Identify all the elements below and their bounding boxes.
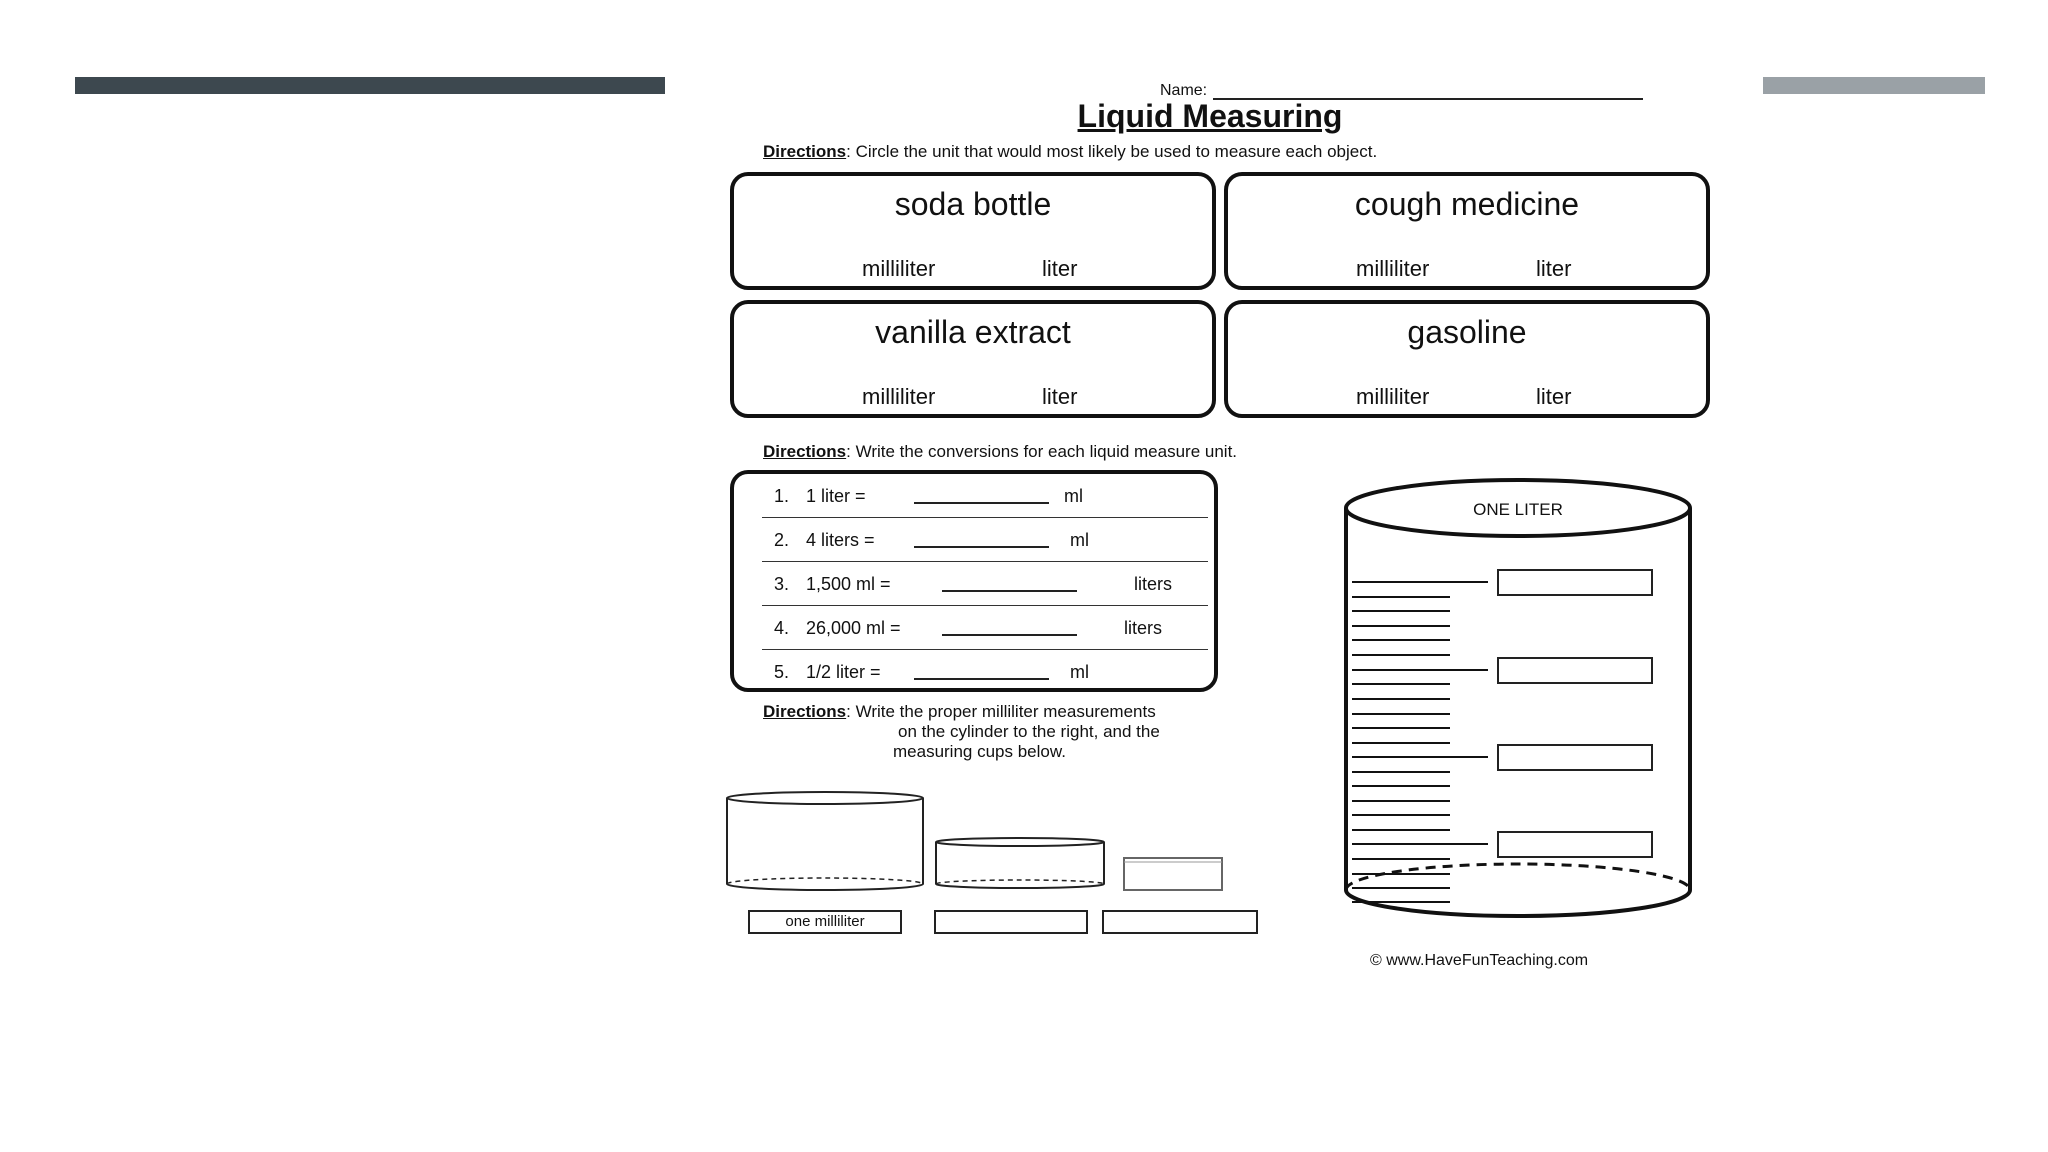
cup-medium — [936, 838, 1104, 888]
object-label: soda bottle — [894, 186, 1052, 222]
answer-blank[interactable] — [914, 484, 1049, 504]
row-number: 5. — [774, 662, 790, 682]
unit-milliliter[interactable]: milliliter — [862, 256, 936, 281]
directions-2 — [763, 442, 1237, 462]
decor-bar-right — [1763, 77, 1985, 94]
directions-1-text: : Circle the unit that would most likely be used to measure each object. — [846, 142, 1378, 161]
directions-label: Directions — [763, 702, 847, 721]
cylinder-scale-ticks — [1352, 582, 1488, 902]
row-unit: ml — [1070, 530, 1089, 550]
object-label: cough medicine — [1354, 186, 1580, 222]
cylinder-label: ONE LITER — [1473, 500, 1563, 519]
unit-liter[interactable]: liter — [1536, 384, 1572, 409]
cylinder-answer-box[interactable] — [1498, 570, 1652, 595]
row-unit: liters — [1124, 618, 1163, 638]
card-soda-bottle — [730, 172, 1216, 290]
cup-small — [1124, 858, 1222, 890]
name-label: Name: — [1160, 82, 1208, 99]
worksheet-title: Liquid Measuring — [1077, 98, 1343, 134]
row-unit: liters — [1134, 574, 1173, 594]
cup-label-box[interactable]: one milliliter — [748, 910, 902, 934]
unit-liter[interactable]: liter — [1042, 256, 1078, 281]
decor-bar-left — [75, 77, 665, 94]
directions-3-line1: : Write the proper milliliter measurements — [846, 702, 1156, 721]
directions-1 — [763, 142, 1377, 162]
directions-3-line2: on the cylinder to the right, and the — [898, 722, 1160, 741]
card-cough-medicine — [1224, 172, 1710, 290]
cup-answer-box[interactable] — [1102, 910, 1258, 934]
cup-large — [727, 792, 923, 890]
unit-milliliter[interactable]: milliliter — [1356, 384, 1430, 409]
row-question: 1,500 ml = — [806, 574, 891, 594]
liter-cylinder-figure — [1340, 478, 1700, 938]
row-unit: ml — [1064, 486, 1083, 506]
cylinder-answer-box[interactable] — [1498, 832, 1652, 857]
row-question: 26,000 ml = — [806, 618, 901, 638]
row-number: 1. — [774, 486, 790, 506]
row-question: 1 liter = — [806, 486, 866, 506]
conversion-row — [762, 606, 1208, 650]
conversions-box — [730, 470, 1218, 692]
conversion-row — [762, 518, 1208, 562]
directions-2-text: : Write the conversions for each liquid measure unit. — [846, 442, 1238, 461]
measuring-cups-figure — [720, 788, 1260, 908]
row-number: 2. — [774, 530, 790, 550]
conversion-row — [762, 474, 1208, 518]
directions-label: Directions — [763, 442, 847, 461]
row-number: 3. — [774, 574, 790, 594]
row-unit: ml — [1070, 662, 1089, 682]
row-question: 4 liters = — [806, 530, 875, 550]
unit-liter[interactable]: liter — [1536, 256, 1572, 281]
unit-liter[interactable]: liter — [1042, 384, 1078, 409]
directions-3 — [763, 702, 1160, 762]
conversion-row — [762, 562, 1208, 606]
card-gasoline — [1224, 300, 1710, 418]
cylinder-answer-box[interactable] — [1498, 745, 1652, 770]
unit-milliliter[interactable]: milliliter — [862, 384, 936, 409]
copyright-text: © www.HaveFunTeaching.com — [1370, 952, 1589, 969]
cylinder-answer-box[interactable] — [1498, 658, 1652, 683]
answer-blank[interactable] — [942, 616, 1077, 636]
answer-blank[interactable] — [914, 660, 1049, 680]
directions-3-line3: measuring cups below. — [893, 742, 1066, 761]
row-number: 4. — [774, 618, 790, 638]
object-label: vanilla extract — [875, 314, 1071, 350]
directions-label: Directions — [763, 142, 847, 161]
row-question: 1/2 liter = — [806, 662, 881, 682]
object-label: gasoline — [1407, 314, 1527, 350]
answer-blank[interactable] — [914, 528, 1049, 548]
answer-blank[interactable] — [942, 572, 1077, 592]
unit-milliliter[interactable]: milliliter — [1356, 256, 1430, 281]
conversion-row — [762, 650, 1208, 693]
cup-answer-box[interactable] — [934, 910, 1088, 934]
worksheet — [720, 78, 1740, 998]
card-vanilla-extract — [730, 300, 1216, 418]
